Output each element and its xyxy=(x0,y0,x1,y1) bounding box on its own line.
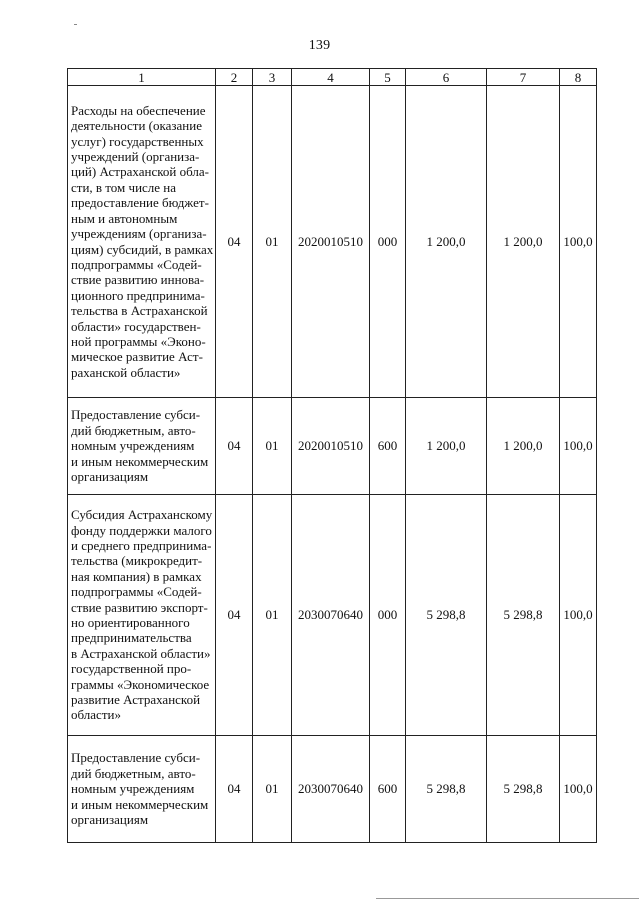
scan-edge-line xyxy=(376,898,639,899)
section-code: 04 xyxy=(216,736,253,843)
row-description-cell xyxy=(68,398,216,495)
execution-percent: 100,0 xyxy=(560,736,597,843)
row-description: Предоставление субси- дий бюджетным, авто- номным учреждениям и иным некоммерческим организациям xyxy=(71,407,209,485)
subsection-code: 01 xyxy=(253,495,292,736)
row-description: Расходы на обеспечение деятельности (оказание услуг) государственных учреждений (организа- ций) Астраханской обла- сти, в том числе на предоставление бюджет- ным и автономным учреждениям (организа- циям) субсидий, в рамках подпрограммы «Содей- ствие развитию иннова- ционного предпринима- тельства в Астраханской области» государствен- ной программы «Эконо- мическое развитие Аст- раханской области» xyxy=(71,102,214,380)
expense-type-code: 000 xyxy=(370,86,406,398)
scan-speck xyxy=(74,24,77,25)
executed-amount: 1 200,0 xyxy=(487,398,560,495)
expense-type-code: 600 xyxy=(370,398,406,495)
column-header-2: 2 xyxy=(216,69,253,86)
column-header-7: 7 xyxy=(487,69,560,86)
row-description: Субсидия Астраханскому фонду поддержки малого и среднего предпринима- тельства (микрокредит- ная компания) в рамках подпрограммы «Содей- ствие развитию экспорт- но ориентированного предпринимательства в Астраханской области» государственной про- граммы «Экономическое развитие Астраханской области» xyxy=(71,507,213,723)
column-number-row xyxy=(68,69,597,86)
executed-amount: 1 200,0 xyxy=(487,86,560,398)
section-code: 04 xyxy=(216,495,253,736)
page-number: 139 xyxy=(308,38,331,53)
column-header-5: 5 xyxy=(370,69,406,86)
row-description-cell xyxy=(68,495,216,736)
execution-percent: 100,0 xyxy=(560,495,597,736)
target-article-code: 2030070640 xyxy=(292,495,370,736)
table-row xyxy=(68,495,597,736)
table-row xyxy=(68,86,597,398)
executed-amount: 5 298,8 xyxy=(487,736,560,843)
expense-type-code: 600 xyxy=(370,736,406,843)
table-row xyxy=(68,398,597,495)
target-article-code: 2030070640 xyxy=(292,736,370,843)
section-code: 04 xyxy=(216,86,253,398)
column-header-1: 1 xyxy=(68,69,216,86)
column-header-8: 8 xyxy=(560,69,597,86)
column-header-6: 6 xyxy=(406,69,487,86)
row-description-cell xyxy=(68,736,216,843)
table-header xyxy=(68,69,597,86)
budget-table-container xyxy=(67,68,597,843)
target-article-code: 2020010510 xyxy=(292,398,370,495)
row-description-cell xyxy=(68,86,216,398)
target-article-code: 2020010510 xyxy=(292,86,370,398)
executed-amount: 5 298,8 xyxy=(487,495,560,736)
budget-table xyxy=(67,68,597,843)
subsection-code: 01 xyxy=(253,86,292,398)
planned-amount: 1 200,0 xyxy=(406,398,487,495)
column-header-4: 4 xyxy=(292,69,370,86)
subsection-code: 01 xyxy=(253,398,292,495)
section-code: 04 xyxy=(216,398,253,495)
subsection-code: 01 xyxy=(253,736,292,843)
column-header-3: 3 xyxy=(253,69,292,86)
expense-type-code: 000 xyxy=(370,495,406,736)
table-row xyxy=(68,736,597,843)
execution-percent: 100,0 xyxy=(560,398,597,495)
row-description: Предоставление субси- дий бюджетным, авто- номным учреждениям и иным некоммерческим организациям xyxy=(71,750,209,828)
planned-amount: 1 200,0 xyxy=(406,86,487,398)
execution-percent: 100,0 xyxy=(560,86,597,398)
planned-amount: 5 298,8 xyxy=(406,736,487,843)
planned-amount: 5 298,8 xyxy=(406,495,487,736)
table-body xyxy=(68,86,597,843)
